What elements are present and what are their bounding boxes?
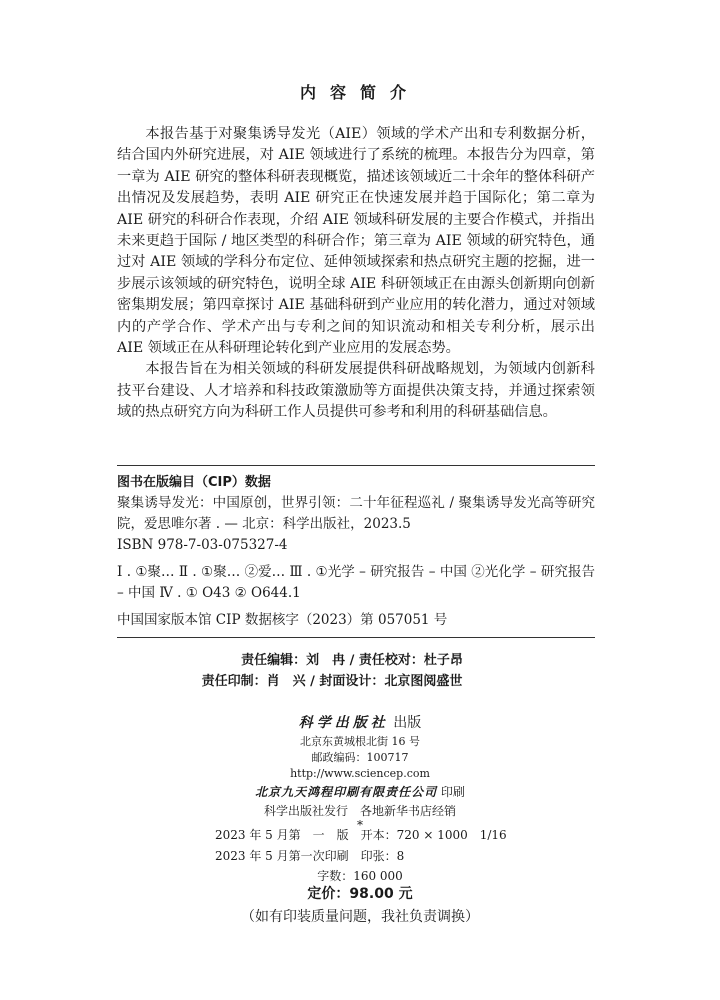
cip-number: 中国国家版本馆 CIP 数据核字（2023）第 057051 号 [117,612,448,628]
publisher-address: 北京东黄城根北街 16 号 [300,735,420,748]
printing-line: 2023 年 5 月第一次印刷 印张：8 [215,849,405,863]
star-separator: * [357,818,363,832]
word-count: 字数：160 000 [317,869,403,883]
publisher-info [0,712,720,830]
cip-classification: Ⅰ . ①聚… Ⅱ . ①聚… ②爱… Ⅲ . ①光学 – 研究报告 – 中国 ②光化学 – 研究报告 – 中国 Ⅳ . ① O43 ② O644.1 [117,564,595,601]
cip-data-block [117,465,595,638]
price: 定价：98.00 元 [307,886,413,902]
introduction [117,124,595,424]
publisher-url: http://www.sciencep.com [290,767,430,780]
quality-notice: （如有印装质量问题，我社负责调换） [241,909,479,925]
publisher-line [0,712,720,734]
credits-line-editors: 责任编辑：刘 冉 / 责任校对：杜子昂 [241,653,463,668]
printer-name: 北京九天鸿程印刷有限责任公司 [255,785,438,799]
distribution-line: 科学出版社发行 各地新华书店经销 [263,804,456,818]
print-specs [215,825,507,867]
printer-line [0,782,720,802]
edition-line: 2023 年 5 月第 一 版 开本：720 × 1000 1/16 [215,828,507,842]
publisher-postcode: 邮政编码：100717 [311,751,409,764]
cip-bibliographic: 聚集诱导发光：中国原创，世界引领：二十年征程巡礼 / 聚集诱导发光高等研究院，爱思唯尔著 . — 北京：科学出版社，2023.5 [117,495,595,532]
credits-line-production: 责任印制：肖 兴 / 封面设计：北京图阅盛世 [201,674,463,689]
cip-isbn: ISBN 978-7-03-075327-4 [117,537,288,553]
publisher-name: 科学出版社 [298,715,389,731]
publisher-suffix: 出版 [388,715,422,731]
intro-paragraph-2: 本报告旨在为相关领域的科研发展提供科研战略规划，为领域内创新科技平台建设、人才培养和科技政策激励等方面提供决策支持，并通过探索领域的热点研究方向为科研工作人员提供可参考和利用的科研基础信息。 [117,361,595,421]
editorial-credits [0,650,720,692]
printer-suffix: 印刷 [437,785,465,799]
intro-paragraph-1: 本报告基于对聚集诱导发光（AIE）领域的学术产出和专利数据分析，结合国内外研究进展，对 AIE 领域进行了系统的梳理。本报告分为四章，第一章为 AIE 研究的整体科研表现概览，描述该领域近二十余年的整体科研产出情况及发展趋势，表明 AIE 研究正在快速发展并趋于国际化；第二章为 AIE 研究的科研合作表现，介绍 AIE 领域科研发展的主要合作模式，并指出未来更趋于国际 / 地区类型的科研合作；第三章为 AIE 领域的研究特色，通过对 AIE 领域的学科分布定位、延伸领域探索和热点研究主题的挖掘，进一步展示该领域的研究特色，说明全球 AIE 科研领域正在由源头创新期向创新密集期发展；第四章探讨 AIE 基础科研到产业应用的转化潜力，通过对领域内的产学合作、学术产出与专利之间的知识流动和相关专利分析，展示出 AIE 领域正在从科研理论转化到产业应用的发展态势。 [117,126,595,357]
cip-header: 图书在版编目（CIP）数据 [117,475,271,490]
page-title: 内容简介 [299,83,420,102]
